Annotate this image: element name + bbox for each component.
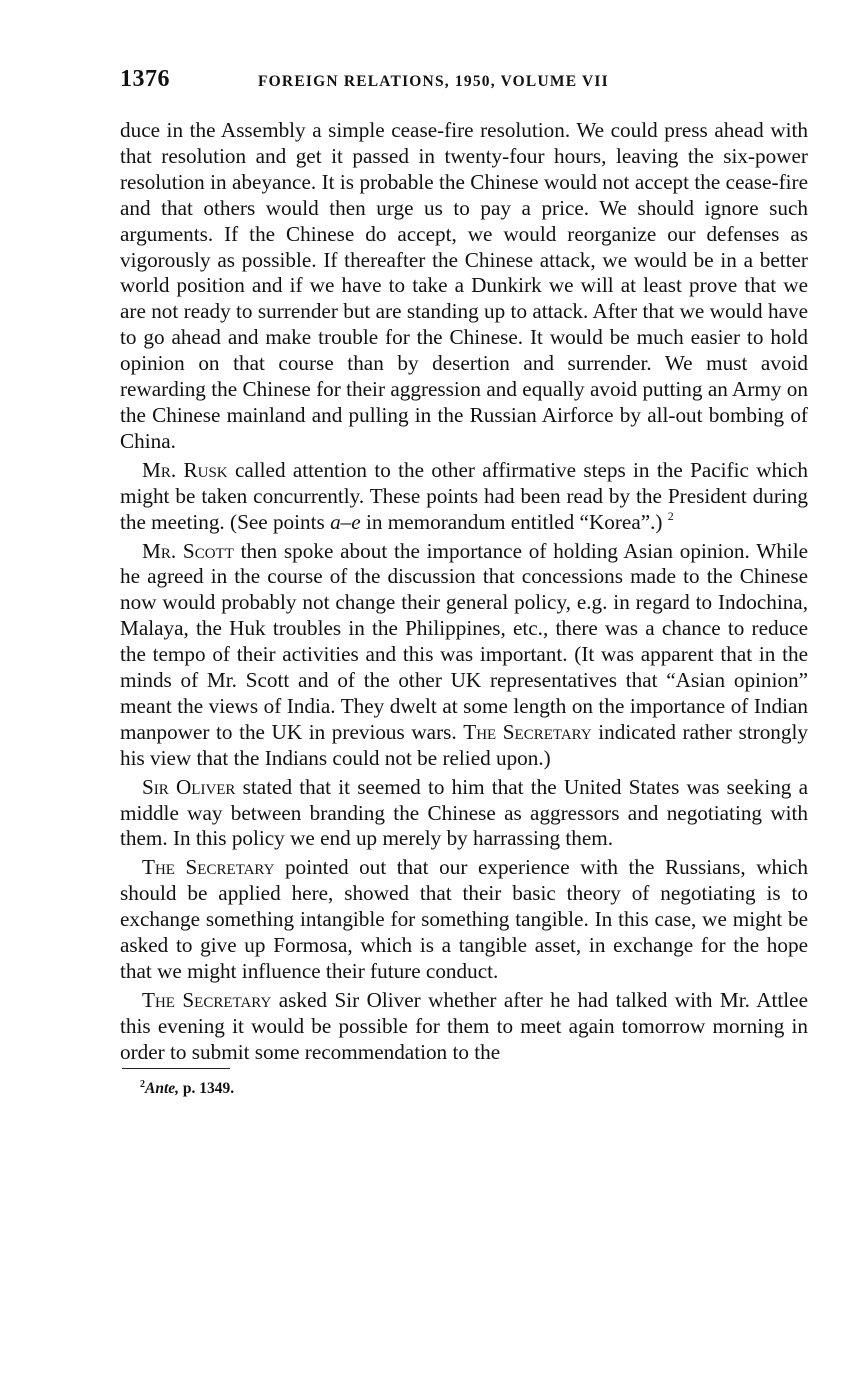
footnote: [140, 1079, 808, 1098]
page-number: 1376: [120, 66, 170, 92]
speaker-name: Mr. Rusk: [142, 457, 228, 482]
speaker-name: The Secretary: [463, 719, 592, 744]
body-text: [120, 118, 808, 1066]
speaker-name: Sir Oliver: [142, 774, 236, 799]
paragraph-text: then spoke about the importance of holding Asian opinion. While he agreed in the course of the discussion that concessions made to the Chinese now would probably not change their general policy, e.g. in regard to Indochina, Malaya, the Huk troubles in the Philippines, etc., there was a chance to reduce the tempo of their activities and this was important. (It was apparent that in the minds of Mr. Scott and of the other UK representatives that “Asian opinion” meant the views of India. They dwelt at some length on the importance of Indian manpower to the UK in previous wars.: [120, 538, 808, 744]
paragraph-text: stated that it seemed to him that the United States was seeking a middle way between branding the Chinese as aggressors and negotiating with them. In this policy we end up merely by harrassing them.: [120, 774, 808, 851]
document-page: [120, 66, 808, 1098]
footnote-text: p. 1349.: [179, 1079, 235, 1097]
paragraph-text: pointed out that our experience with the Russians, which should be applied here, showed that their basic theory of negotiating is to exchange something intangible for something tangible. In this case, we might be asked to give up Formosa, which is a tangible asset, in exchange for the hope that we might influence their future conduct.: [120, 855, 808, 983]
footnote-divider: [122, 1068, 230, 1069]
running-head: FOREIGN RELATIONS, 1950, VOLUME VII: [258, 73, 609, 90]
paragraph: [120, 988, 808, 1066]
paragraph: [120, 539, 808, 772]
paragraph: [120, 855, 808, 985]
paragraph: [120, 775, 808, 853]
paragraph-text: called attention to the other affirmative steps in the Pacific which might be taken concurrently. These points had been read by the President during the meeting. (See points: [120, 457, 809, 534]
paragraph-text: indicated rather strongly his view that the Indians could not be relied upon.): [120, 719, 808, 770]
paragraph-text: in memorandum entitled “Korea”.): [360, 509, 663, 534]
footnote-mark: 2: [140, 1078, 145, 1090]
page-header: [120, 66, 808, 106]
speaker-name: The Secretary: [142, 855, 275, 880]
italic-text: a–e: [330, 509, 361, 534]
footnote-italic: Ante,: [145, 1079, 180, 1097]
footnote-reference: 2: [667, 508, 674, 523]
speaker-name: Mr. Scott: [142, 538, 234, 563]
speaker-name: The Secretary: [142, 987, 272, 1012]
paragraph-text: asked Sir Oliver whether after he had talked with Mr. Attlee this evening it would be possible for them to meet again tomorrow morning in order to submit some recommendation to the: [120, 987, 808, 1064]
paragraph: duce in the Assembly a simple cease-fire resolution. We could press ahead with that resolution and get it passed in twenty-four hours, leaving the six-power resolution in abeyance. It is probable the Chinese would not accept the cease-fire and that others would then urge us to pay a price. We should ignore such arguments. If the Chinese do accept, we would reorganize our defenses as vigorously as possible. If thereafter the Chinese attack, we would be in a better world position and if we have to take a Dunkirk we will at least prove that we are not ready to surrender but are standing up to attack. After that we would have to go ahead and make trouble for the Chinese. It would be much easier to hold opinion on that course than by desertion and surrender. We must avoid rewarding the Chinese for their aggression and equally avoid putting an Army on the Chinese mainland and pulling in the Russian Airforce by all-out bombing of China.: [120, 118, 808, 453]
paragraph: [120, 458, 808, 536]
